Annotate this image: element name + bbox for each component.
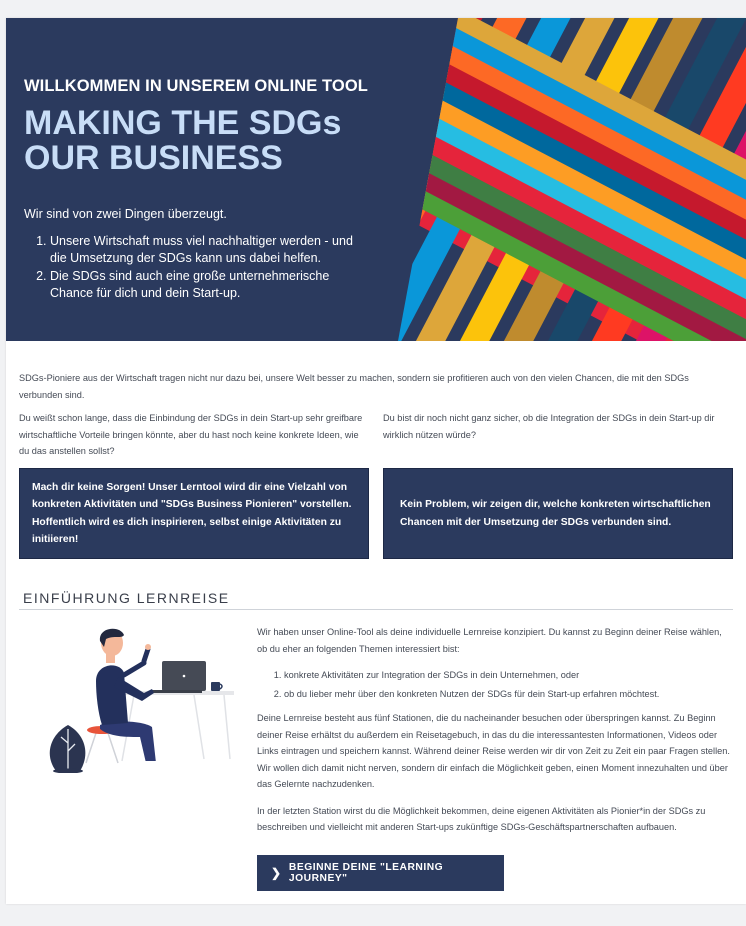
hero-point: 2. Die SDGs sind auch eine große unternehmerische Chance für dich und dein Start-up. <box>50 268 369 302</box>
journey-para1: Wir haben unser Online-Tool als deine individuelle Lernreise konzipiert. Du kannst zu Beginn deiner Reise wählen, ob du eher an folgenden Themen interessiert bist: <box>257 627 722 654</box>
journey-option: 2. ob du lieber mehr über den konkreten Nutzen der SDGs für dein Start-up erfahren möchtest. <box>284 686 732 703</box>
journey-options <box>257 667 732 702</box>
left-answer-box <box>19 468 369 559</box>
section-divider <box>19 609 733 610</box>
hero-banner <box>6 18 746 341</box>
intro-lead: SDGs-Pioniere aus der Wirtschaft tragen nicht nur dazu bei, unsere Welt besser zu machen, sondern sie profitieren auch von den vielen Chancen, die mit den SDGs verbunden sind. <box>19 373 689 400</box>
hero-text <box>24 76 369 303</box>
right-question: Du bist dir noch nicht ganz sicher, ob die Integration der SDGs in dein Start-up dir wirklich nützen würde? <box>383 413 715 440</box>
chevron-right-icon: ❯ <box>271 866 282 880</box>
person-at-laptop-illustration <box>44 623 234 773</box>
right-answer: Kein Problem, wir zeigen dir, welche konkreten wirtschaftlichen Chancen mit der Umsetzung der SDGs verbunden sind. <box>400 499 711 528</box>
hero-point: 1. Unsere Wirtschaft muss viel nachhaltiger werden - und die Umsetzung der SDGs kann uns dabei helfen. <box>50 233 369 267</box>
content-card <box>6 18 746 904</box>
hero-title <box>24 106 369 176</box>
cta-label: BEGINNE DEINE "LEARNING JOURNEY" <box>288 862 444 884</box>
hero-title-line2: OUR BUSINESS <box>24 139 283 177</box>
left-answer: Mach dir keine Sorgen! Unser Lerntool wird dir eine Vielzahl von konkreten Aktivitäten und "SDGs Business Pionieren" vorstellen. Hoffentlich wird es dich inspirieren, selbst einige Aktivitäten zu initiieren! <box>32 481 352 545</box>
hero-title-line1: MAKING THE SDGs <box>24 104 342 142</box>
section-title: EINFÜHRUNG LERNREISE <box>23 590 230 606</box>
journey-text <box>257 624 732 836</box>
hero-points <box>24 233 369 302</box>
journey-para2: Deine Lernreise besteht aus fünf Stationen, die du nacheinander besuchen oder überspringen kannst. Zu Beginn deiner Reise erhältst du außerdem ein Reisetagebuch, in das du die interessantesten Informationen, Videos oder Links eintragen und speichern kannst. Während deiner Reise werden wir dir von Zeit zu Zeit ein paar Fragen stellen. Wir wollen dich damit nicht nerven, sondern dir einfach die Möglichkeit geben, einen Moment innezuhalten und über das Gelernte nachzudenken. <box>257 713 730 789</box>
hero-intro: Wir sind von zwei Dingen überzeugt. <box>24 207 227 221</box>
journey-para3: In der letzten Station wirst du die Möglichkeit bekommen, deine eigenen Aktivitäten als Pionier*in der SDGs zu beschreiben und vielleicht mit anderen Start-ups zukünftige SDGs-Geschäftspartnerschaften aufbauen. <box>257 805 706 832</box>
hero-kicker: WILLKOMMEN IN UNSEREM ONLINE TOOL <box>24 77 368 95</box>
left-question: Du weißt schon lange, dass die Einbindung der SDGs in dein Start-up sehr greifbare wirtschaftliche Vorteile bringen könnte, aber du hast noch keine konkrete Ideen, wie du das anstellen sollst? <box>19 413 363 456</box>
journey-option: 1. konkrete Aktivitäten zur Integration der SDGs in dein Unternehmen, oder <box>284 667 732 684</box>
right-answer-box <box>383 468 733 559</box>
start-learning-journey-button[interactable] <box>257 855 504 891</box>
